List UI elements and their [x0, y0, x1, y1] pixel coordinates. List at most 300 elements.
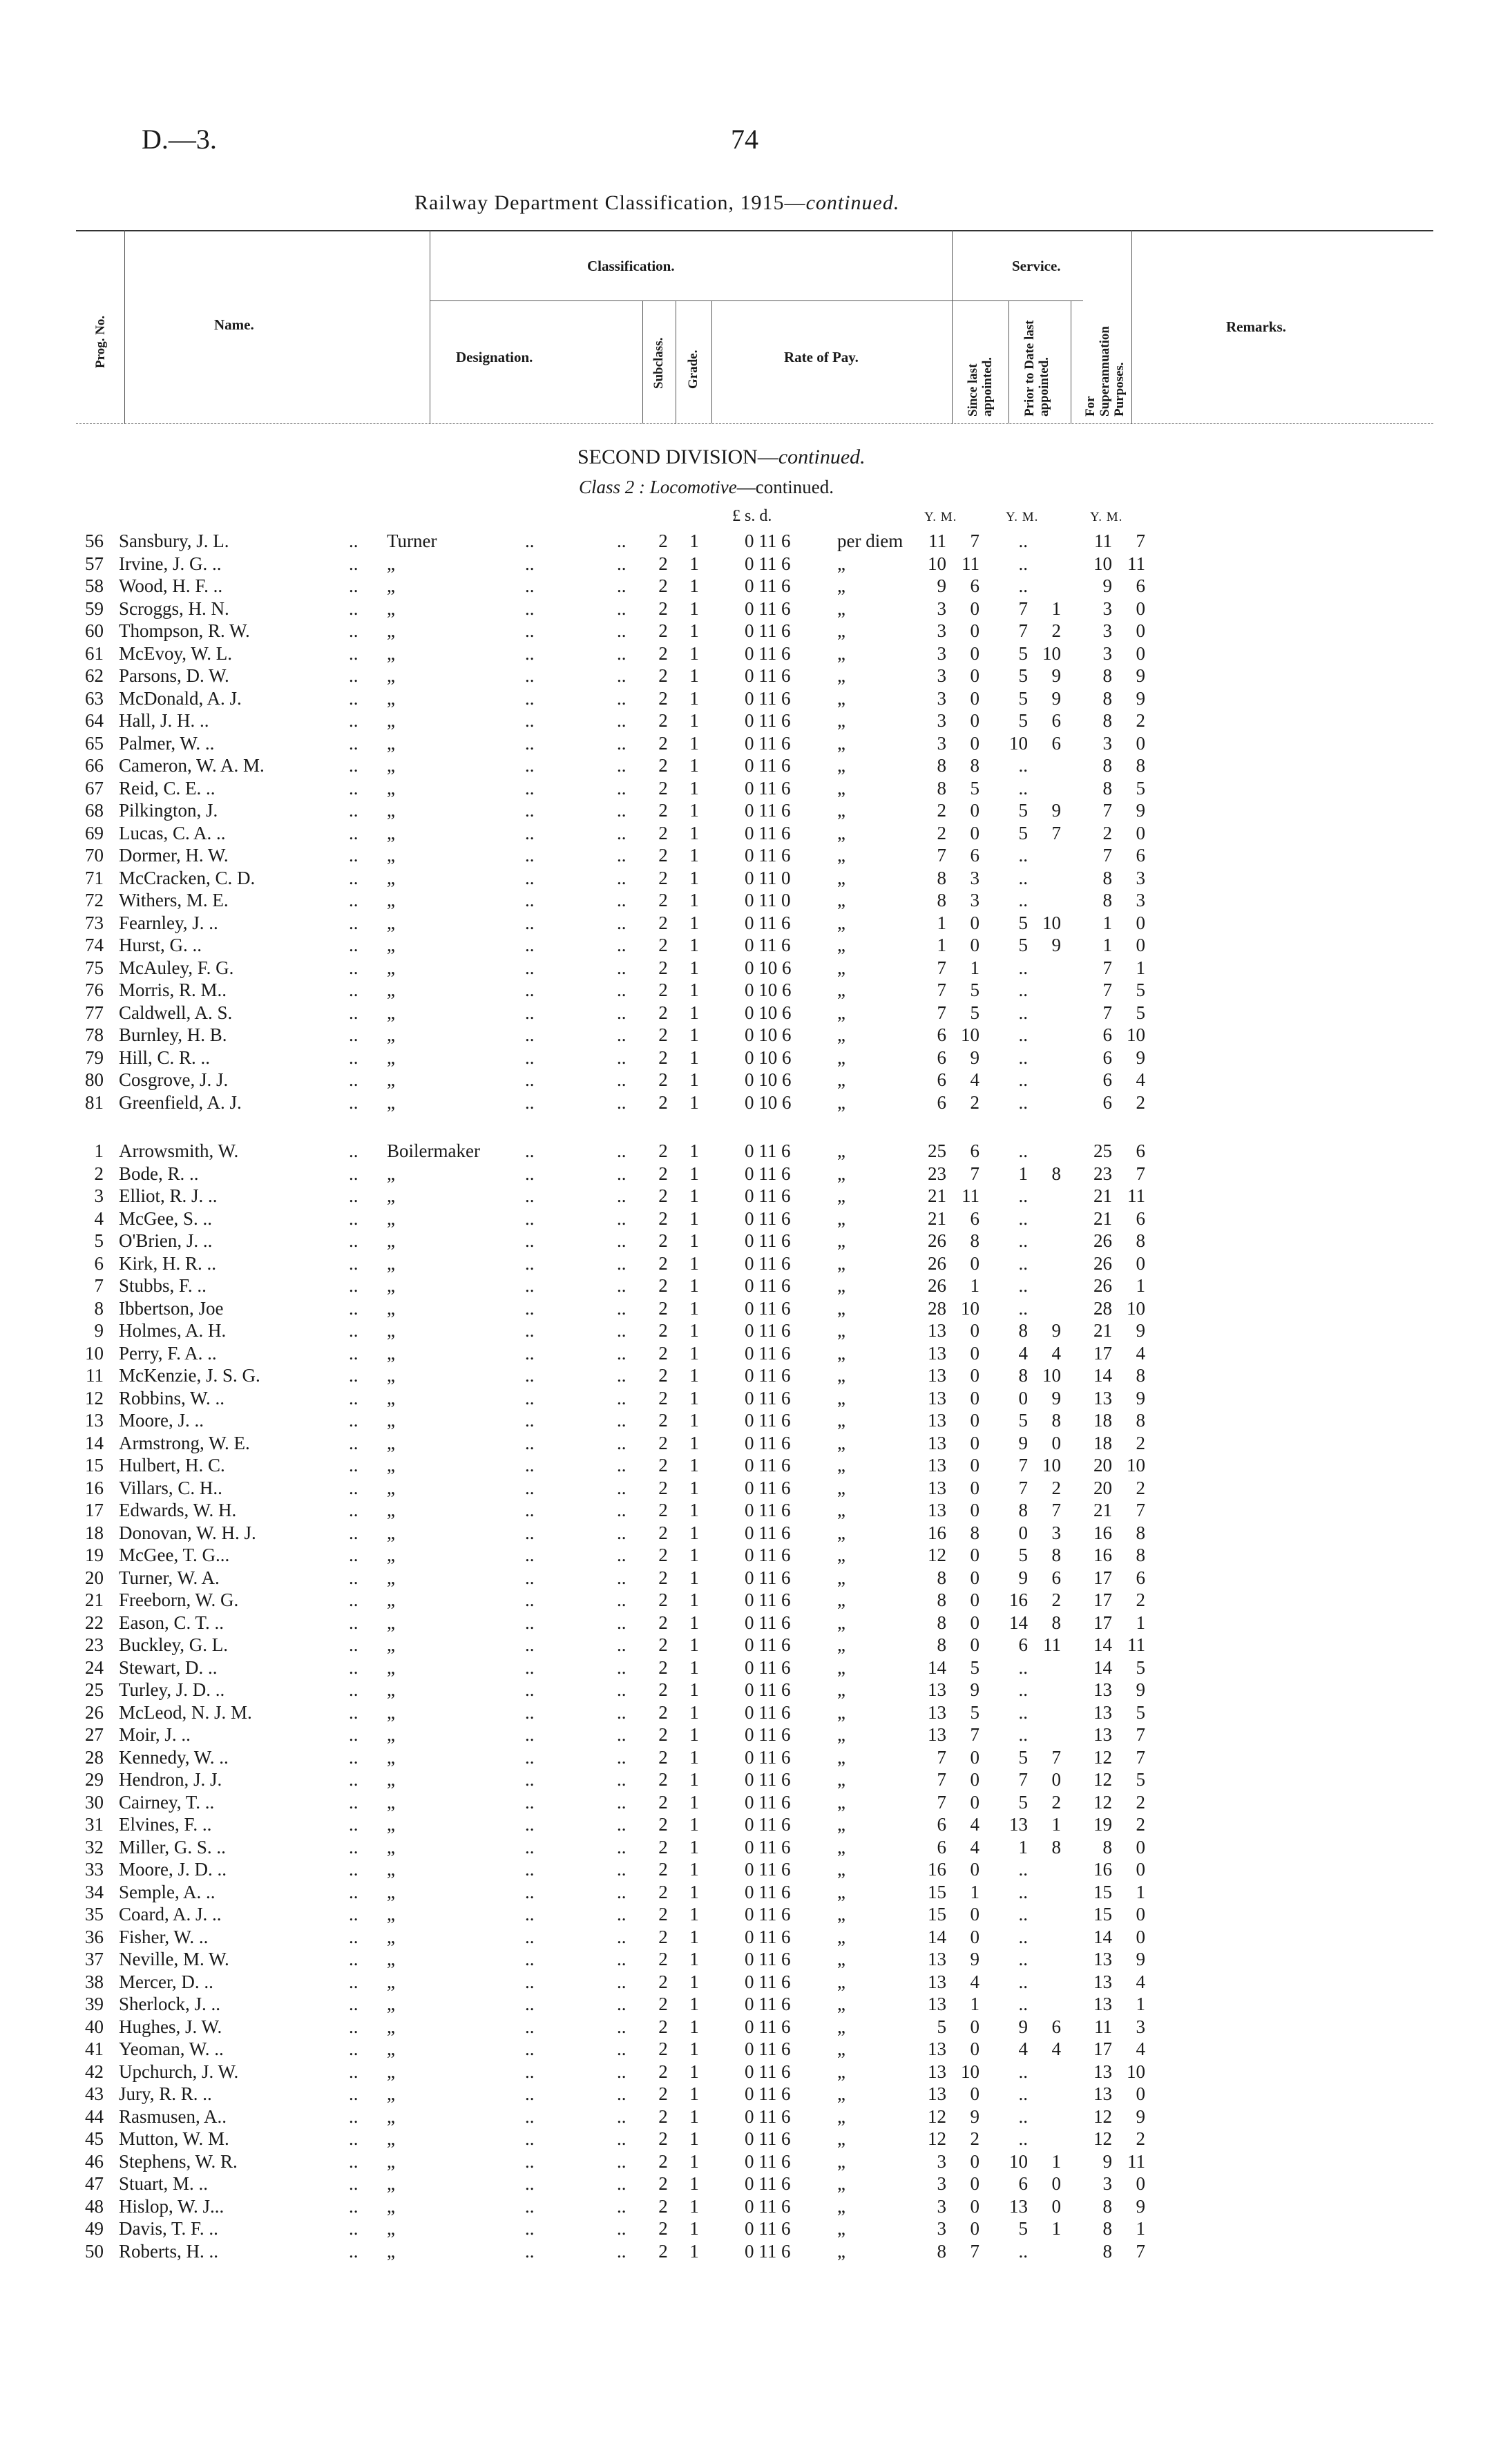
leader-dots: ..: [617, 755, 627, 776]
since-years-cell: 5: [937, 2016, 946, 2037]
subclass-cell: 2: [658, 1275, 668, 1296]
prior-years-cell: ..: [1018, 1701, 1028, 1723]
table-row: [0, 934, 1501, 957]
leader-dots: ..: [617, 1589, 627, 1610]
leader-dots: ..: [525, 1859, 535, 1880]
rate-of-pay-cell: 0 11 6: [745, 1926, 791, 1947]
prog-no-cell: 24: [85, 1656, 104, 1678]
subclass-cell: 2: [658, 1679, 668, 1700]
leader-dots: ..: [349, 1994, 358, 2014]
prior-years-cell: ..: [1018, 1252, 1028, 1274]
rate-of-pay-cell: 0 11 6: [745, 1612, 791, 1633]
name-cell: Palmer, W. ..: [119, 732, 215, 754]
prior-years-cell: 4: [1018, 2038, 1028, 2059]
super-years-cell: 8: [1102, 755, 1112, 776]
grade-cell: 1: [689, 2083, 699, 2104]
grade-cell: 1: [689, 755, 699, 776]
super-years-cell: 14: [1093, 1634, 1112, 1655]
table-row: [0, 1589, 1501, 1612]
prior-months-cell: 8: [1051, 1612, 1061, 1633]
leader-dots: ..: [525, 1432, 535, 1453]
grade-cell: 1: [689, 845, 699, 866]
prog-no-cell: 81: [85, 1091, 104, 1113]
since-months-cell: 0: [970, 1455, 979, 1475]
leader-dots: ..: [525, 531, 535, 551]
name-cell: McCracken, C. D.: [119, 867, 256, 888]
grade-cell: 1: [689, 1612, 699, 1633]
name-cell: Roberts, H. ..: [119, 2240, 218, 2262]
super-years-cell: 11: [1094, 2016, 1112, 2037]
super-months-cell: 2: [1136, 1791, 1145, 1813]
table-row: [0, 957, 1501, 980]
prior-years-cell: 5: [1018, 935, 1028, 955]
prior-years-cell: 5: [1018, 912, 1028, 933]
designation-cell: „: [387, 2240, 395, 2262]
designation-cell: „: [387, 1612, 395, 1633]
name-cell: Stubbs, F. ..: [119, 1275, 207, 1296]
prior-years-cell: ..: [1018, 1185, 1028, 1206]
subclass-cell: 2: [658, 800, 668, 821]
leader-dots: ..: [525, 1724, 535, 1745]
col-divider-grade: [711, 300, 712, 423]
subclass-cell: 2: [658, 957, 668, 978]
pay-period-cell: „: [837, 1410, 845, 1431]
prog-no-cell: 26: [85, 1701, 104, 1723]
leader-dots: ..: [525, 1926, 535, 1947]
leader-dots: ..: [525, 1455, 535, 1475]
leader-dots: ..: [349, 1881, 358, 1902]
grade-cell: 1: [689, 2128, 699, 2149]
designation-cell: „: [387, 935, 395, 955]
super-months-cell: 0: [1136, 642, 1145, 664]
name-cell: Morris, R. M..: [119, 980, 227, 1000]
name-cell: Parsons, D. W.: [119, 665, 229, 686]
col-divider-no: [124, 230, 125, 423]
table-row: [0, 2061, 1501, 2083]
leader-dots: ..: [617, 1701, 627, 1723]
since-years-cell: 7: [937, 1791, 946, 1813]
leader-dots: ..: [349, 1545, 358, 1565]
leader-dots: ..: [349, 2105, 358, 2127]
page-number: 74: [731, 124, 758, 155]
prior-years-cell: ..: [1018, 1024, 1028, 1045]
since-months-cell: 0: [970, 732, 979, 754]
section-division: SECOND DIVISION—: [577, 446, 778, 468]
since-months-cell: 7: [970, 531, 979, 551]
super-months-cell: 7: [1136, 2240, 1145, 2262]
leader-dots: ..: [349, 1814, 358, 1835]
rate-of-pay-cell: 0 11 6: [745, 2083, 791, 2104]
super-years-cell: 16: [1093, 1522, 1112, 1543]
grade-cell: 1: [689, 1185, 699, 1206]
since-months-cell: 5: [970, 1701, 979, 1723]
name-cell: Greenfield, A. J.: [119, 1091, 242, 1113]
leader-dots: ..: [617, 1994, 627, 2014]
since-months-cell: 0: [970, 2150, 979, 2172]
name-cell: Armstrong, W. E.: [119, 1432, 250, 1453]
table-row: [0, 2217, 1501, 2240]
leader-dots: ..: [617, 1656, 627, 1678]
since-months-cell: 5: [970, 1656, 979, 1678]
table-row: [0, 1948, 1501, 1971]
since-months-cell: 0: [970, 2038, 979, 2059]
name-cell: Robbins, W. ..: [119, 1387, 225, 1408]
rate-of-pay-cell: 0 11 6: [745, 710, 791, 731]
super-years-cell: 21: [1093, 1320, 1112, 1341]
table-row: [0, 979, 1501, 1002]
designation-cell: „: [387, 1455, 395, 1475]
prog-no-cell: 56: [85, 531, 104, 551]
grade-cell: 1: [689, 1836, 699, 1857]
super-years-cell: 9: [1102, 575, 1112, 596]
prior-years-cell: ..: [1018, 2083, 1028, 2104]
rate-of-pay-cell: 0 11 0: [745, 867, 791, 888]
leader-dots: ..: [617, 1140, 627, 1161]
grade-cell: 1: [689, 1971, 699, 1992]
super-months-cell: 10: [1127, 1024, 1145, 1045]
since-months-cell: 0: [970, 1589, 979, 1610]
pay-period-cell: „: [837, 1949, 845, 1969]
prior-years-cell: 6: [1018, 1634, 1028, 1655]
prog-no-cell: 45: [85, 2128, 104, 2149]
prior-years-cell: ..: [1018, 1047, 1028, 1068]
grade-cell: 1: [689, 822, 699, 843]
grade-cell: 1: [689, 687, 699, 709]
prior-years-cell: ..: [1018, 1994, 1028, 2014]
super-months-cell: 10: [1127, 1455, 1145, 1475]
subclass-cell: 2: [658, 1140, 668, 1161]
prior-years-cell: ..: [1018, 867, 1028, 888]
super-years-cell: 13: [1093, 2061, 1112, 2082]
pay-period-cell: „: [837, 1455, 845, 1475]
since-months-cell: 0: [970, 1387, 979, 1408]
super-months-cell: 1: [1136, 1612, 1145, 1633]
grade-cell: 1: [689, 2173, 699, 2194]
leader-dots: ..: [617, 1410, 627, 1431]
pay-period-cell: „: [837, 665, 845, 686]
pay-period-cell: „: [837, 1589, 845, 1610]
prog-no-cell: 10: [85, 1342, 104, 1364]
rate-of-pay-cell: 0 10 6: [745, 957, 792, 978]
units-since: Y. M.: [924, 510, 957, 524]
leader-dots: ..: [349, 2061, 358, 2082]
prior-months-cell: 6: [1051, 2016, 1061, 2037]
table-row: [0, 1679, 1501, 1701]
leader-dots: ..: [525, 642, 535, 664]
since-years-cell: 21: [928, 1185, 946, 1206]
since-months-cell: 0: [970, 598, 979, 619]
name-cell: Cosgrove, J. J.: [119, 1069, 229, 1090]
since-years-cell: 13: [928, 1500, 946, 1520]
prior-years-cell: 0: [1018, 1387, 1028, 1408]
prior-years-cell: 5: [1018, 822, 1028, 843]
pay-period-cell: „: [837, 553, 845, 574]
since-years-cell: 3: [937, 2150, 946, 2172]
name-cell: Holmes, A. H.: [119, 1320, 227, 1341]
subclass-cell: 2: [658, 755, 668, 776]
since-years-cell: 7: [937, 957, 946, 978]
leader-dots: ..: [617, 2173, 627, 2194]
since-years-cell: 13: [928, 2083, 946, 2104]
designation-cell: „: [387, 1342, 395, 1364]
since-years-cell: 3: [937, 2195, 946, 2217]
prog-no-cell: 22: [85, 1612, 104, 1633]
since-years-cell: 7: [937, 845, 946, 866]
pay-period-cell: „: [837, 1477, 845, 1498]
subclass-cell: 2: [658, 1926, 668, 1947]
rate-of-pay-cell: 0 11 6: [745, 1656, 791, 1678]
name-cell: Jury, R. R. ..: [119, 2083, 212, 2104]
leader-dots: ..: [349, 867, 358, 888]
leader-dots: ..: [349, 1926, 358, 1947]
super-years-cell: 1: [1102, 912, 1112, 933]
section-title: [577, 446, 866, 469]
grade-cell: 1: [689, 2061, 699, 2082]
super-months-cell: 10: [1127, 1297, 1145, 1319]
super-months-cell: 9: [1136, 800, 1145, 821]
name-cell: McLeod, N. J. M.: [119, 1701, 252, 1723]
name-cell: Hendron, J. J.: [119, 1769, 222, 1790]
leader-dots: ..: [617, 2016, 627, 2037]
pay-period-cell: „: [837, 1746, 845, 1768]
grade-cell: 1: [689, 1589, 699, 1610]
super-months-cell: 2: [1136, 2128, 1145, 2149]
leader-dots: ..: [349, 1522, 358, 1543]
super-years-cell: 20: [1093, 1455, 1112, 1475]
leader-dots: ..: [349, 755, 358, 776]
prior-years-cell: ..: [1018, 1949, 1028, 1969]
subclass-cell: 2: [658, 2128, 668, 2149]
name-cell: Elliot, R. J. ..: [119, 1185, 218, 1206]
since-years-cell: 16: [928, 1522, 946, 1543]
super-years-cell: 8: [1102, 1836, 1112, 1857]
subclass-cell: 2: [658, 1589, 668, 1610]
prog-no-cell: 23: [85, 1634, 104, 1655]
prior-years-cell: 1: [1018, 1836, 1028, 1857]
name-cell: Scroggs, H. N.: [119, 598, 229, 619]
since-years-cell: 13: [928, 1365, 946, 1386]
rate-of-pay-cell: 0 11 6: [745, 1567, 791, 1588]
super-months-cell: 2: [1136, 1477, 1145, 1498]
since-years-cell: 10: [928, 553, 946, 574]
pay-period-cell: per diem: [837, 531, 904, 551]
subclass-cell: 2: [658, 1320, 668, 1341]
prior-years-cell: ..: [1018, 531, 1028, 551]
subclass-cell: 2: [658, 890, 668, 910]
since-months-cell: 1: [970, 1994, 979, 2014]
pay-period-cell: „: [837, 1567, 845, 1588]
since-months-cell: 1: [970, 1881, 979, 1902]
designation-cell: „: [387, 777, 395, 799]
prior-months-cell: 7: [1051, 1500, 1061, 1520]
prior-years-cell: ..: [1018, 553, 1028, 574]
leader-dots: ..: [617, 2083, 627, 2104]
leader-dots: ..: [349, 1410, 358, 1431]
name-cell: Buckley, G. L.: [119, 1634, 228, 1655]
prior-months-cell: 9: [1051, 935, 1061, 955]
since-years-cell: 6: [937, 1047, 946, 1068]
designation-cell: „: [387, 1545, 395, 1565]
leader-dots: ..: [349, 1724, 358, 1745]
grade-cell: 1: [689, 1567, 699, 1588]
grade-cell: 1: [689, 642, 699, 664]
leader-dots: ..: [349, 1297, 358, 1319]
subclass-cell: 2: [658, 2150, 668, 2172]
grade-cell: 1: [689, 1207, 699, 1229]
leader-dots: ..: [617, 2218, 627, 2239]
units-super: Y. M.: [1090, 510, 1123, 524]
subclass-cell: 2: [658, 2016, 668, 2037]
super-years-cell: 14: [1093, 1365, 1112, 1386]
subclass-cell: 2: [658, 2105, 668, 2127]
super-months-cell: 6: [1136, 845, 1145, 866]
subclass-cell: 2: [658, 642, 668, 664]
table-row: [0, 1612, 1501, 1634]
name-cell: Sansbury, J. L.: [119, 531, 229, 551]
pay-period-cell: „: [837, 1069, 845, 1090]
super-months-cell: 0: [1136, 2173, 1145, 2194]
pay-period-cell: „: [837, 755, 845, 776]
since-years-cell: 2: [937, 800, 946, 821]
super-months-cell: 8: [1136, 755, 1145, 776]
name-cell: Irvine, J. G. ..: [119, 553, 222, 574]
designation-cell: „: [387, 1047, 395, 1068]
super-years-cell: 3: [1102, 2173, 1112, 2194]
name-cell: Kirk, H. R. ..: [119, 1252, 216, 1274]
grade-cell: 1: [689, 1252, 699, 1274]
since-months-cell: 5: [970, 777, 979, 799]
leader-dots: ..: [525, 912, 535, 933]
leader-dots: ..: [349, 1387, 358, 1408]
prior-months-cell: 6: [1051, 732, 1061, 754]
name-cell: Dormer, H. W.: [119, 845, 229, 866]
leader-dots: ..: [617, 1387, 627, 1408]
name-cell: McGee, T. G...: [119, 1545, 230, 1565]
prog-no-cell: 27: [85, 1724, 104, 1745]
super-years-cell: 3: [1102, 732, 1112, 754]
leader-dots: ..: [349, 642, 358, 664]
subclass-cell: 2: [658, 1185, 668, 1206]
leader-dots: ..: [525, 822, 535, 843]
rate-of-pay-cell: 0 10 6: [745, 1002, 792, 1023]
subclass-cell: 2: [658, 1002, 668, 1023]
rate-of-pay-cell: 0 11 6: [745, 1500, 791, 1520]
leader-dots: ..: [525, 2240, 535, 2262]
super-years-cell: 20: [1093, 1477, 1112, 1498]
prog-no-cell: 73: [85, 912, 104, 933]
rate-of-pay-cell: 0 11 6: [745, 575, 791, 596]
prior-months-cell: 9: [1051, 665, 1061, 686]
leader-dots: ..: [525, 1342, 535, 1364]
pay-period-cell: „: [837, 2218, 845, 2239]
header-classification: Classification.: [587, 258, 675, 274]
since-years-cell: 15: [928, 1881, 946, 1902]
prior-months-cell: 8: [1051, 1545, 1061, 1565]
prog-no-cell: 7: [94, 1275, 104, 1296]
title-continued: continued.: [805, 191, 900, 214]
since-years-cell: 3: [937, 732, 946, 754]
super-years-cell: 6: [1102, 1047, 1112, 1068]
leader-dots: ..: [617, 575, 627, 596]
super-years-cell: 13: [1093, 1387, 1112, 1408]
super-months-cell: 8: [1136, 1230, 1145, 1251]
rate-of-pay-cell: 0 11 6: [745, 1387, 791, 1408]
name-cell: O'Brien, J. ..: [119, 1230, 213, 1251]
table-row: [0, 1274, 1501, 1297]
grade-cell: 1: [689, 710, 699, 731]
pay-period-cell: „: [837, 1769, 845, 1790]
grade-cell: 1: [689, 1163, 699, 1184]
rate-of-pay-cell: 0 11 6: [745, 1477, 791, 1498]
since-months-cell: 3: [970, 867, 979, 888]
prog-no-cell: 50: [85, 2240, 104, 2262]
leader-dots: ..: [525, 1091, 535, 1113]
prior-years-cell: 6: [1018, 2173, 1028, 2194]
designation-cell: „: [387, 1791, 395, 1813]
designation-cell: „: [387, 1207, 395, 1229]
super-years-cell: 12: [1093, 1791, 1112, 1813]
table-row: [0, 732, 1501, 755]
super-years-cell: 7: [1102, 1002, 1112, 1023]
pay-period-cell: „: [837, 1163, 845, 1184]
grade-cell: 1: [689, 1297, 699, 1319]
prior-years-cell: ..: [1018, 1881, 1028, 1902]
super-months-cell: 8: [1136, 1545, 1145, 1565]
prog-no-cell: 80: [85, 1069, 104, 1090]
since-years-cell: 3: [937, 598, 946, 619]
super-months-cell: 0: [1136, 598, 1145, 619]
subclass-cell: 2: [658, 1994, 668, 2014]
grade-cell: 1: [689, 732, 699, 754]
leader-dots: ..: [525, 1746, 535, 1768]
leader-dots: ..: [349, 2016, 358, 2037]
super-years-cell: 16: [1093, 1859, 1112, 1880]
leader-dots: ..: [617, 2128, 627, 2149]
name-cell: Turley, J. D. ..: [119, 1679, 225, 1700]
grade-cell: 1: [689, 1047, 699, 1068]
grade-cell: 1: [689, 2240, 699, 2262]
leader-dots: ..: [617, 553, 627, 574]
name-cell: Edwards, W. H.: [119, 1500, 237, 1520]
since-months-cell: 8: [970, 1230, 979, 1251]
designation-cell: „: [387, 598, 395, 619]
designation-cell: „: [387, 1949, 395, 1969]
pay-period-cell: „: [837, 1140, 845, 1161]
leader-dots: ..: [525, 867, 535, 888]
leader-dots: ..: [617, 1342, 627, 1364]
prior-months-cell: 1: [1051, 1814, 1061, 1835]
rate-of-pay-cell: 0 11 6: [745, 822, 791, 843]
prior-years-cell: ..: [1018, 1859, 1028, 1880]
pay-period-cell: „: [837, 867, 845, 888]
leader-dots: ..: [525, 687, 535, 709]
super-years-cell: 19: [1093, 1814, 1112, 1835]
leader-dots: ..: [617, 867, 627, 888]
table-row: [0, 822, 1501, 845]
subclass-cell: 2: [658, 1859, 668, 1880]
since-months-cell: 0: [970, 912, 979, 933]
rate-of-pay-cell: 0 11 6: [745, 800, 791, 821]
table-row: [0, 844, 1501, 867]
grade-cell: 1: [689, 890, 699, 910]
prog-no-cell: 35: [85, 1904, 104, 1925]
leader-dots: ..: [349, 1342, 358, 1364]
prog-no-cell: 16: [85, 1477, 104, 1498]
super-months-cell: 9: [1136, 687, 1145, 709]
leader-dots: ..: [617, 2150, 627, 2172]
rate-of-pay-cell: 0 11 6: [745, 1589, 791, 1610]
prior-years-cell: 5: [1018, 687, 1028, 709]
